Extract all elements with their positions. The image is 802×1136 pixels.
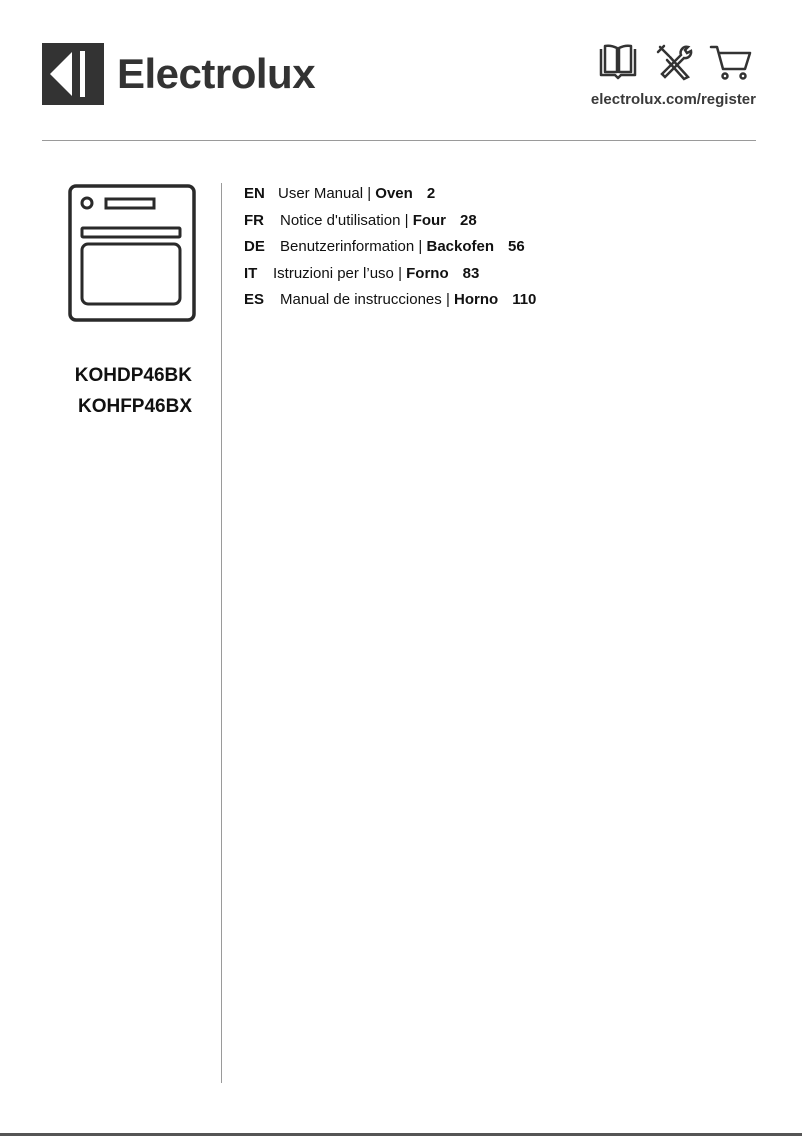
product-name: Horno	[454, 291, 499, 308]
tools-icon[interactable]	[654, 43, 694, 81]
toc-entry-fr[interactable]	[244, 211, 536, 238]
model-number: KOHDP46BK	[74, 365, 192, 386]
separator: |	[445, 291, 450, 308]
separator: |	[398, 264, 402, 282]
manual-title: User Manual	[278, 185, 364, 202]
language-contents	[244, 184, 536, 317]
page-number: 56	[508, 238, 525, 255]
manual-title: Notice d'utilisation	[280, 211, 401, 229]
page-number: 2	[426, 185, 436, 202]
page-number: 110	[512, 291, 537, 308]
page-number: 83	[462, 264, 480, 282]
manual-title: Istruzioni per l’uso	[273, 264, 394, 282]
product-name: Four	[412, 211, 447, 229]
manual-title: Benutzerinformation	[280, 238, 415, 255]
column-divider	[221, 183, 222, 1083]
separator: |	[367, 185, 372, 202]
language-code: FR	[244, 211, 264, 229]
oven-icon	[68, 184, 196, 322]
toc-entry-es[interactable]	[244, 290, 536, 317]
toc-entry-en[interactable]	[244, 184, 536, 211]
page-number: 28	[460, 211, 477, 229]
separator: |	[404, 211, 409, 229]
product-name: Oven	[375, 185, 413, 202]
language-code: ES	[244, 291, 265, 308]
model-number: KOHFP46BX	[77, 396, 192, 417]
toc-entry-it[interactable]	[244, 264, 536, 291]
electrolux-logo-icon	[42, 43, 104, 105]
product-name: Backofen	[426, 238, 495, 255]
language-code: EN	[244, 185, 265, 202]
register-link[interactable]: electrolux.com/register	[590, 91, 756, 108]
product-name: Forno	[406, 264, 449, 282]
language-code: DE	[244, 238, 265, 255]
manual-title: Manual de instrucciones	[280, 291, 442, 308]
brand-name: Electrolux	[117, 50, 316, 97]
book-icon[interactable]	[598, 43, 638, 81]
header-divider	[42, 140, 756, 141]
separator: |	[418, 238, 423, 255]
language-code: IT	[244, 264, 258, 282]
cart-icon[interactable]	[709, 43, 753, 81]
toc-entry-de[interactable]	[244, 237, 536, 264]
